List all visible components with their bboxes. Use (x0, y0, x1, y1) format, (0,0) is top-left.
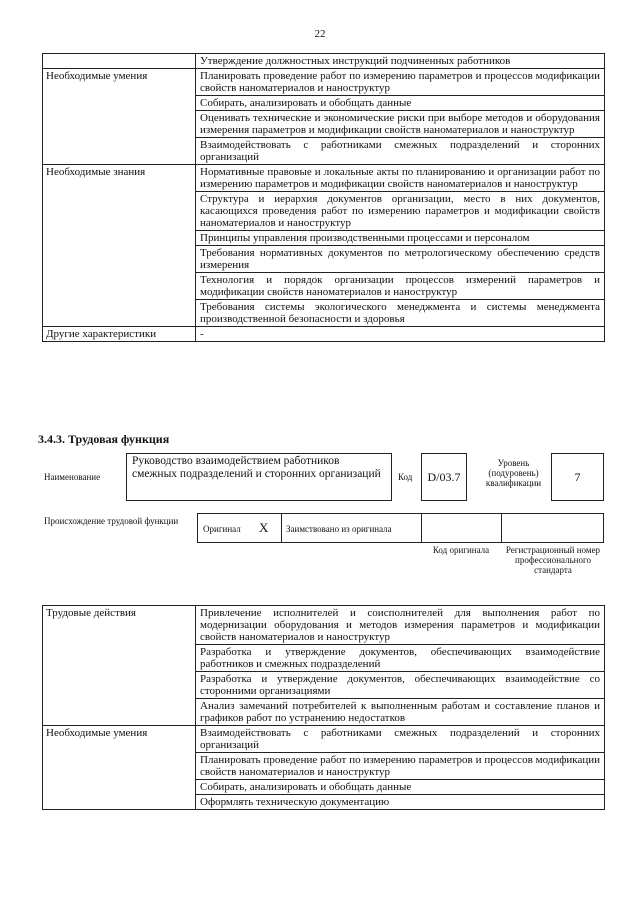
table-row (43, 327, 605, 342)
section-heading: 3.4.3. Трудовая функция (38, 432, 170, 446)
row-item: Анализ замечаний потребителей к выполненным работам и составление планов и графиков работ по устранению недостатков (196, 699, 605, 726)
row-item: Структура и иерархия документов организации, место в них документов, касающихся проведения работ по измерению параметров и модификации свойств наноматериалов и наноструктур (196, 192, 605, 231)
row-label: Необходимые умения (43, 69, 196, 165)
code-original-caption-text: Код оригинала (432, 545, 490, 555)
row-item: Принципы управления производственными процессами и персоналом (196, 231, 605, 246)
code-box (421, 453, 467, 501)
row-label: Другие характеристики (43, 327, 196, 342)
code-value: D/03.7 (427, 470, 461, 484)
borrowed-cell (282, 514, 422, 542)
function-name-box (126, 453, 392, 501)
reg-number-caption (502, 545, 604, 575)
row-item: Планировать проведение работ по измерению параметров и процессов модификации свойств наноматериалов и наноструктур (196, 753, 605, 780)
row-label: Необходимые умения (43, 726, 196, 810)
table-row (43, 606, 605, 645)
row-item: Утверждение должностных инструкций подчиненных работников (196, 54, 605, 69)
code-original-cell (422, 514, 502, 542)
requirements-table (42, 53, 605, 342)
row-label (43, 54, 196, 69)
row-label: Трудовые действия (43, 606, 196, 726)
row-item: - (196, 327, 605, 342)
row-item: Оформлять техническую документацию (196, 795, 605, 810)
actions-table (42, 605, 605, 810)
level-box (551, 453, 604, 501)
level-value: 7 (574, 470, 581, 484)
row-item: Взаимодействовать с работниками смежных подразделений и сторонних организаций (196, 138, 605, 165)
table-row (43, 54, 605, 69)
original-label: Оригинал (203, 524, 241, 534)
table-row (43, 69, 605, 96)
row-item: Нормативные правовые и локальные акты по планированию и организации работ по измерению параметров и модификации свойств наноматериалов и наноструктур (196, 165, 605, 192)
name-label: Наименование (44, 472, 101, 482)
page-number: 22 (314, 28, 326, 40)
level-label-text: Уровень (подуровень) квалификации (485, 458, 542, 488)
original-mark: X (259, 520, 269, 535)
row-item: Оценивать технические и экономические риски при выборе методов и оборудования измерения параметров и модификации свойств наноматериалов и наноструктур (196, 111, 605, 138)
function-name: Руководство взаимодействием работников смежных подразделений и сторонних организаций (132, 455, 381, 480)
table-row (43, 726, 605, 753)
reg-number-caption-text: Регистрационный номер профессионального стандарта (505, 545, 601, 575)
level-label (476, 458, 551, 488)
row-label: Необходимые знания (43, 165, 196, 327)
origin-label: Происхождение трудовой функции (44, 516, 179, 526)
code-original-caption (421, 545, 501, 555)
row-item: Привлечение исполнителей и соисполнителей для выполнения работ по модернизации оборудования и методов измерения параметров и модификации свойств наноматериалов и наноструктур (196, 606, 605, 645)
borrowed-label: Заимствовано из оригинала (286, 524, 392, 534)
row-item: Разработка и утверждение документов, обеспечивающих взаимодействие со сторонними организациями (196, 672, 605, 699)
row-item: Собирать, анализировать и обобщать данные (196, 96, 605, 111)
row-item: Планировать проведение работ по измерению параметров и процессов модификации свойств наноматериалов и наноструктур (196, 69, 605, 96)
row-item: Взаимодействовать с работниками смежных подразделений и сторонних организаций (196, 726, 605, 753)
row-item: Требования системы экологического менеджмента и системы менеджмента производственной безопасности и здоровья (196, 300, 605, 327)
row-item: Требования нормативных документов по метрологическому обеспечению средств измерения (196, 246, 605, 273)
origin-box (197, 513, 604, 543)
original-cell (198, 514, 282, 542)
row-item: Собирать, анализировать и обобщать данные (196, 780, 605, 795)
row-item: Технология и порядок организации процессов измерений параметров и модификации свойств наноматериалов и наноструктур (196, 273, 605, 300)
row-item: Разработка и утверждение документов, обеспечивающих взаимодействие работников и смежных подразделений (196, 645, 605, 672)
code-label: Код (398, 472, 413, 482)
table-row (43, 165, 605, 192)
